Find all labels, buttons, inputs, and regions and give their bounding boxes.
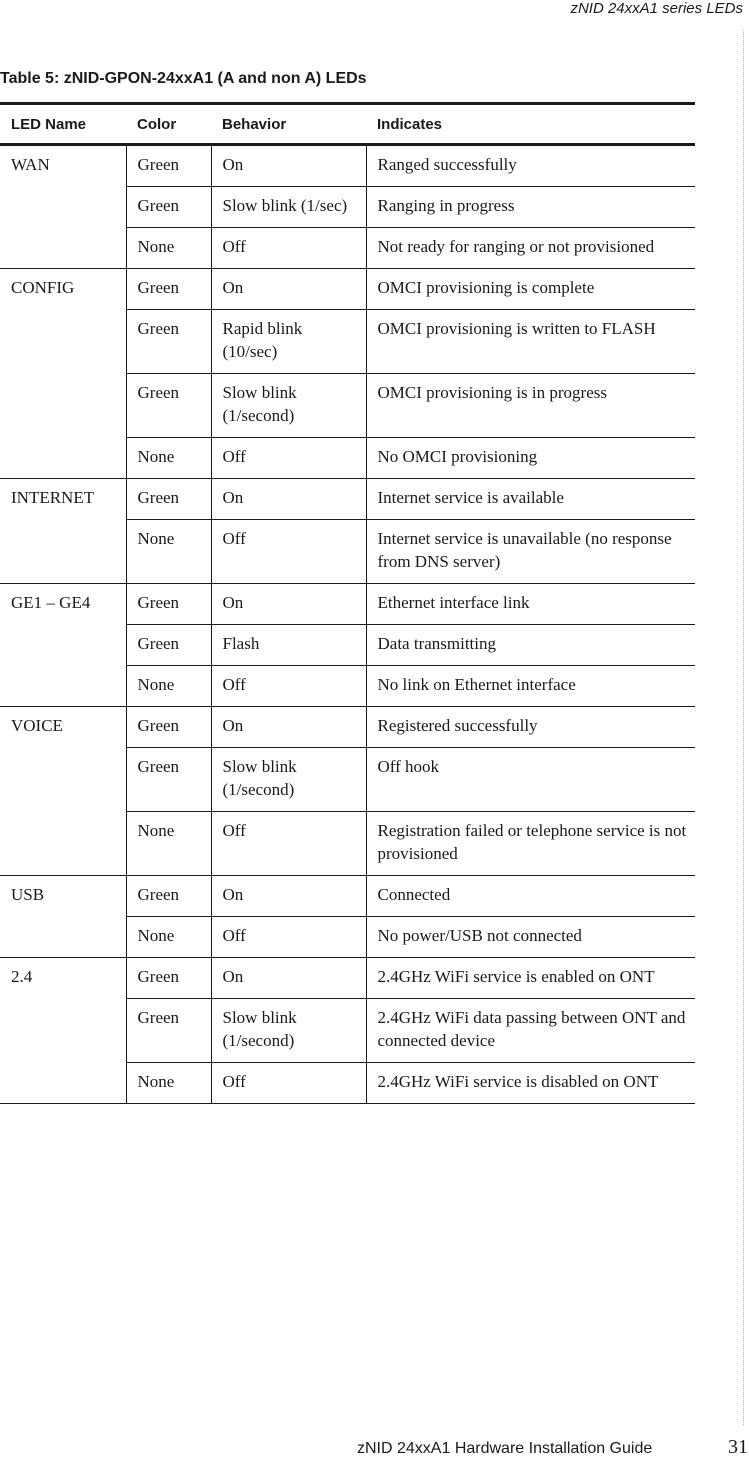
indicates-cell: Data transmitting: [366, 625, 695, 666]
behavior-cell: On: [211, 269, 366, 310]
color-cell: Green: [126, 187, 211, 228]
led-name-cell: INTERNET: [0, 479, 126, 584]
color-cell: Green: [126, 310, 211, 374]
color-cell: Green: [126, 269, 211, 310]
indicates-cell: Off hook: [366, 748, 695, 812]
indicates-cell: OMCI provisioning is written to FLASH: [366, 310, 695, 374]
indicates-cell: Not ready for ranging or not provisioned: [366, 228, 695, 269]
table-row: [0, 707, 695, 748]
indicates-cell: Ranged successfully: [366, 145, 695, 187]
table-header: [0, 104, 695, 145]
led-name-cell: 2.4: [0, 958, 126, 1104]
table-row: [0, 269, 695, 310]
indicates-cell: 2.4GHz WiFi service is enabled on ONT: [366, 958, 695, 999]
table-row: [0, 145, 695, 187]
behavior-cell: On: [211, 707, 366, 748]
color-cell: Green: [126, 876, 211, 917]
indicates-cell: Internet service is unavailable (no response from DNS server): [366, 520, 695, 584]
header-color: Color: [126, 104, 211, 145]
led-name-cell: VOICE: [0, 707, 126, 876]
indicates-cell: No link on Ethernet interface: [366, 666, 695, 707]
table-row: [0, 479, 695, 520]
indicates-cell: 2.4GHz WiFi data passing between ONT and connected device: [366, 999, 695, 1063]
table-body: [0, 145, 695, 1104]
behavior-cell: Off: [211, 812, 366, 876]
indicates-cell: No power/USB not connected: [366, 917, 695, 958]
footer-guide-title: zNID 24xxA1 Hardware Installation Guide: [357, 1440, 653, 1457]
color-cell: Green: [126, 145, 211, 187]
color-cell: None: [126, 228, 211, 269]
indicates-cell: Connected: [366, 876, 695, 917]
led-name-cell: CONFIG: [0, 269, 126, 479]
behavior-cell: Off: [211, 228, 366, 269]
behavior-cell: Slow blink (1/second): [211, 374, 366, 438]
running-header: zNID 24xxA1 series LEDs: [570, 0, 743, 17]
behavior-cell: Off: [211, 520, 366, 584]
indicates-cell: Ethernet interface link: [366, 584, 695, 625]
color-cell: None: [126, 812, 211, 876]
indicates-cell: OMCI provisioning is in progress: [366, 374, 695, 438]
color-cell: Green: [126, 625, 211, 666]
behavior-cell: On: [211, 479, 366, 520]
page-number: 31: [728, 1436, 748, 1458]
behavior-cell: Off: [211, 1063, 366, 1104]
led-name-cell: GE1 – GE4: [0, 584, 126, 707]
color-cell: Green: [126, 748, 211, 812]
color-cell: None: [126, 1063, 211, 1104]
led-name-cell: WAN: [0, 145, 126, 269]
behavior-cell: Off: [211, 917, 366, 958]
indicates-cell: Internet service is available: [366, 479, 695, 520]
behavior-cell: Slow blink (1/second): [211, 748, 366, 812]
behavior-cell: Flash: [211, 625, 366, 666]
color-cell: None: [126, 917, 211, 958]
table-row: [0, 958, 695, 999]
table-row: [0, 876, 695, 917]
table-row: [0, 584, 695, 625]
header-behavior: Behavior: [211, 104, 366, 145]
margin-dotted-rule: [743, 30, 744, 1425]
behavior-cell: Rapid blink (10/sec): [211, 310, 366, 374]
indicates-cell: Registration failed or telephone service is not provisioned: [366, 812, 695, 876]
behavior-cell: Off: [211, 438, 366, 479]
behavior-cell: Off: [211, 666, 366, 707]
behavior-cell: On: [211, 876, 366, 917]
color-cell: None: [126, 520, 211, 584]
led-table-container: [0, 102, 695, 1104]
table-caption: Table 5: zNID-GPON-24xxA1 (A and non A) LEDs: [0, 70, 367, 87]
behavior-cell: On: [211, 584, 366, 625]
header-indicates: Indicates: [366, 104, 695, 145]
behavior-cell: Slow blink (1/sec): [211, 187, 366, 228]
color-cell: Green: [126, 479, 211, 520]
color-cell: None: [126, 438, 211, 479]
led-table: [0, 102, 695, 1104]
led-name-cell: USB: [0, 876, 126, 958]
color-cell: Green: [126, 374, 211, 438]
color-cell: Green: [126, 707, 211, 748]
behavior-cell: On: [211, 145, 366, 187]
color-cell: Green: [126, 958, 211, 999]
color-cell: Green: [126, 584, 211, 625]
indicates-cell: No OMCI provisioning: [366, 438, 695, 479]
color-cell: Green: [126, 999, 211, 1063]
behavior-cell: On: [211, 958, 366, 999]
header-row: [0, 104, 695, 145]
indicates-cell: OMCI provisioning is complete: [366, 269, 695, 310]
behavior-cell: Slow blink (1/second): [211, 999, 366, 1063]
header-led-name: LED Name: [0, 104, 126, 145]
indicates-cell: Ranging in progress: [366, 187, 695, 228]
indicates-cell: Registered successfully: [366, 707, 695, 748]
indicates-cell: 2.4GHz WiFi service is disabled on ONT: [366, 1063, 695, 1104]
color-cell: None: [126, 666, 211, 707]
